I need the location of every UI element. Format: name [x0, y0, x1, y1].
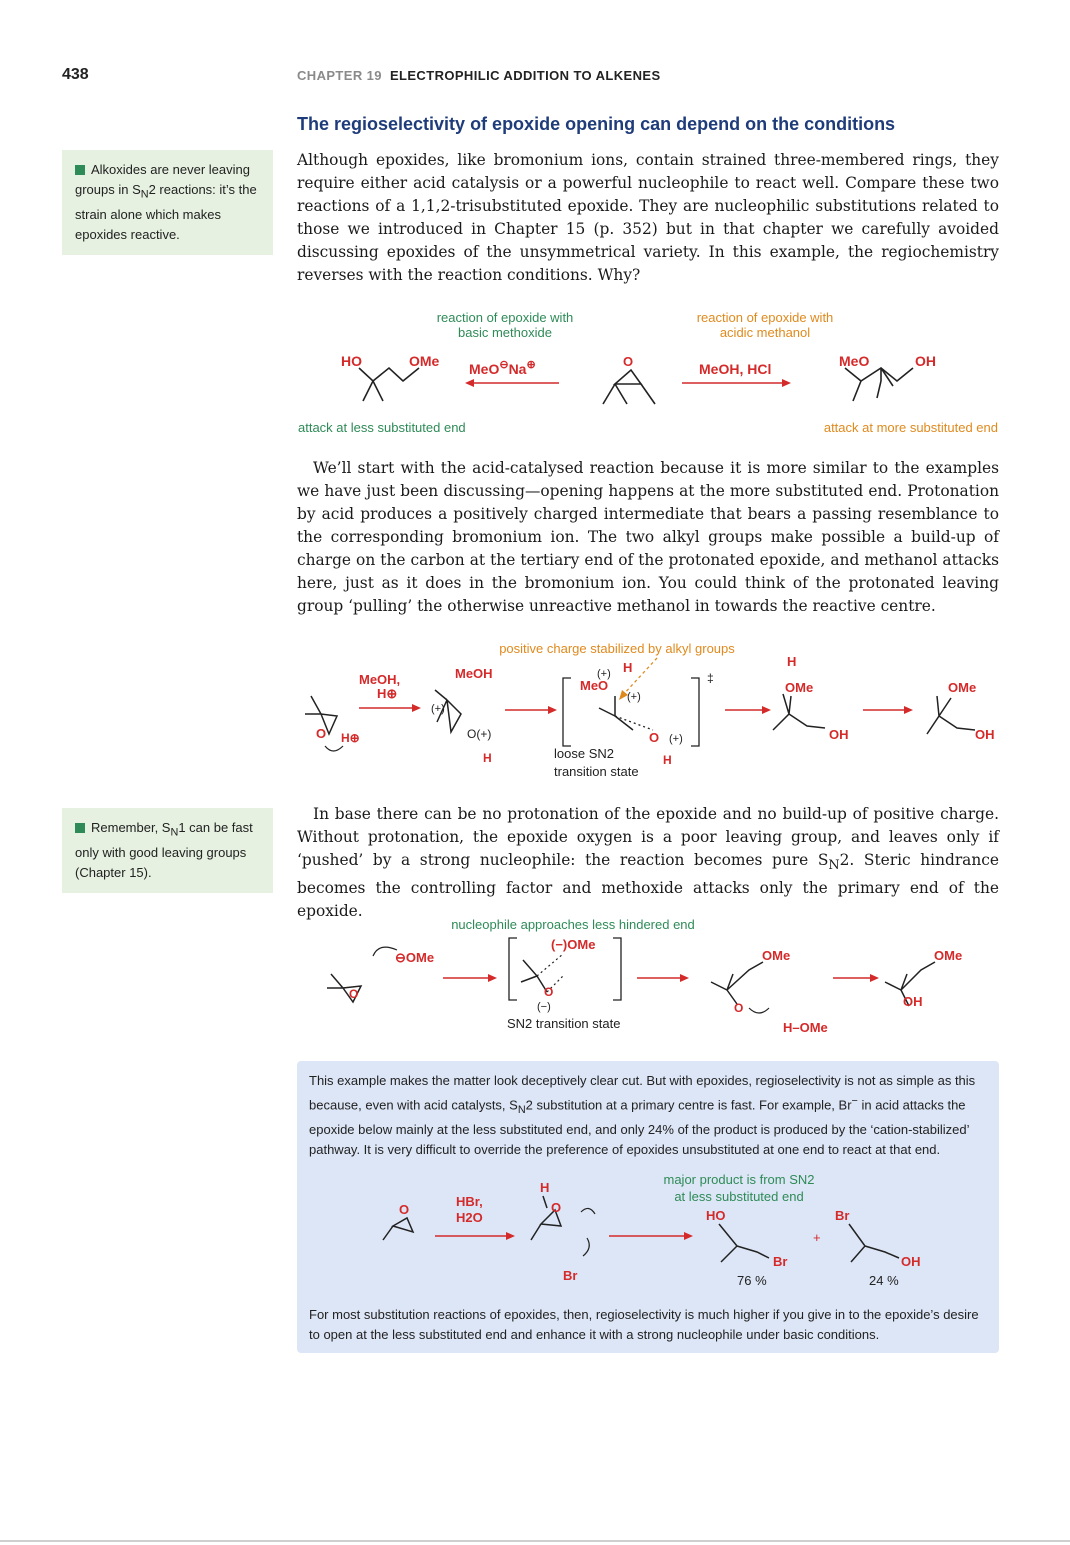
- ts-forming-bond: [537, 954, 563, 976]
- ts-partial-bond: [615, 716, 653, 730]
- proton-h-label: H: [483, 751, 492, 765]
- alkoxide-skeleton: [711, 962, 763, 1004]
- methanol-label: H–OMe: [783, 1020, 828, 1035]
- major-br-label: Br: [773, 1254, 788, 1269]
- methoxide-label: ⊖OMe: [395, 950, 435, 965]
- ts-partial-positive-top: (+): [597, 668, 611, 680]
- final-oh-label: OH: [975, 727, 995, 742]
- caption-less-substituted: attack at less substituted end: [298, 420, 466, 435]
- arrowhead-icon: [684, 1232, 693, 1240]
- epoxide-skeleton: [603, 370, 655, 404]
- oxonium-skeleton: [773, 694, 825, 730]
- minor-product-skeleton: [849, 1224, 899, 1262]
- note-less-hindered: nucleophile approaches less hindered end: [451, 917, 695, 932]
- oh-label: OH: [915, 353, 936, 369]
- product-basic-skeleton: [359, 368, 419, 401]
- ts-caption: SN2 transition state: [507, 1016, 621, 1031]
- meo-label: MeO: [839, 353, 870, 369]
- oxonium-o-label: O: [551, 1200, 562, 1215]
- sidenote-text: Remember, $S_N1$ can be fast only with good leaving groups (Chapter 15).: [75, 820, 253, 880]
- paragraph-text: Although epoxides, like bromonium ions, contain strained three-membered rings, they require either acid catalysis or a powerful nucleophile to react well. Compare these two reactions of a 1,1,2-trisubstituted epoxide. They are nucleophilic substitutions related to those we introduced in Chapter 15 (p. 352) but in that chapter we carefully avoided discussing epoxides of the unsymmetrical variety. In this example, the regiochemistry reverses with the reaction conditions. Why?: [297, 151, 999, 284]
- label-basic-line1: reaction of epoxide with: [436, 310, 574, 325]
- bullet-square-icon: [75, 823, 85, 833]
- ts-o-label: O: [544, 985, 554, 999]
- major-ho-label: HO: [706, 1208, 726, 1223]
- chapter-label: CHAPTER 19: [297, 68, 382, 83]
- ts-nucleophile-label: (−)OMe: [551, 937, 596, 952]
- final-ome-label: OMe: [948, 680, 977, 695]
- arrowhead-icon: [762, 706, 771, 714]
- curly-arrow-icon: [749, 1008, 769, 1013]
- partial-positive: (+): [431, 703, 445, 715]
- reagent-hbr: HBr,: [456, 1194, 483, 1209]
- ts-o-label: O: [649, 730, 660, 745]
- running-head: [297, 68, 661, 83]
- bullet-square-icon: [75, 165, 85, 175]
- reagent-water: H2O: [456, 1210, 483, 1225]
- arrowhead-icon: [870, 974, 879, 982]
- paragraph-text: In base there can be no protonation of the epoxide and no build-up of positive charge. Without protonation, the epoxide oxygen is a poor leaving group, and leaves only if ‘pushed’ by a strong nucleophile: the reaction becomes pure $S_N2$. Steric hindrance becomes the controlling factor and methoxide attacks only the primary end of the epoxide.: [297, 805, 1000, 921]
- ts-bracket-right: [691, 678, 699, 746]
- plus-sign: +: [813, 1230, 821, 1245]
- minor-yield: 24 %: [869, 1273, 899, 1288]
- minor-br-label: Br: [835, 1208, 850, 1223]
- oxonium-oh-label: OH: [829, 727, 849, 742]
- product-ome-label: OMe: [934, 948, 963, 963]
- paragraph-base: [297, 803, 999, 923]
- aside-paragraph-1: [309, 1071, 989, 1160]
- arrowhead-icon: [904, 706, 913, 714]
- ts-partial-positive-o: (+): [669, 733, 683, 745]
- curly-arrow-icon: [373, 947, 397, 956]
- oxonium-ome-label: OMe: [785, 680, 814, 695]
- minor-oh-label: OH: [901, 1254, 921, 1269]
- arrowhead-icon: [465, 379, 474, 387]
- ts-caption-line2: transition state: [554, 764, 639, 779]
- page-bottom-rule: [0, 1540, 1070, 1542]
- aside-paragraph-2: [309, 1305, 989, 1345]
- major-product-skeleton: [719, 1224, 769, 1262]
- caption-more-substituted: attack at more substituted end: [823, 420, 998, 435]
- reagent-h-plus: H⊕: [377, 686, 398, 701]
- ts-bracket-left: [563, 678, 571, 746]
- scheme-hbr-opening: [297, 1168, 999, 1293]
- aside-text: This example makes the matter look deceptively clear cut. But with epoxides, regioselectivity is not as simple as this because, even with acid catalysts, $S_N2$ substitution at a primary centre is fast. For example, Br− in acid attacks the epoxide below mainly at the less substituted end, and only 24% of the product is produced by the ‘cation-stabilized’ pathway. It is very difficult to override the preference of epoxides unsubstituted at one end to react at that end.: [309, 1073, 976, 1157]
- ts-bracket-right: [613, 938, 621, 1000]
- arrowhead-icon: [782, 379, 791, 387]
- label-acidic-line2: acidic methanol: [719, 325, 811, 340]
- product-oh-label: OH: [903, 994, 923, 1009]
- curly-arrow-icon: [581, 1208, 595, 1214]
- label-basic-line2: basic methoxide: [458, 325, 552, 340]
- sidenote-alkoxides: [62, 150, 273, 255]
- paragraph-intro: [297, 149, 999, 287]
- ts-caption-line1: loose SN2: [554, 746, 614, 761]
- label-acidic-line1: reaction of epoxide with: [696, 310, 834, 325]
- alkoxide-ome-label: OMe: [762, 948, 791, 963]
- o-partial-positive: O(+): [467, 727, 492, 741]
- note-positive-charge: positive charge stabilized by alkyl groups: [499, 641, 735, 656]
- product-acidic-skeleton: [845, 368, 913, 401]
- proton-label: H⊕: [341, 731, 360, 745]
- paragraph-text: We’ll start with the acid-catalysed reaction because it is more similar to the examples we have just been discussing—opening happens at the more substituted end. Protonation by acid produces a positively charged intermediate that bears a passing resemblance to the corresponding bromonium ion. The two alkyl groups make possible a build-up of charge on the carbon at the tertiary end of the protonated epoxide, and methanol attacks here, just as it does in the bromonium ion. You could think of the protonated leaving group ‘pulling’ the otherwise unreactive methanol in towards the reactive centre.: [297, 459, 999, 615]
- epoxide-o-label: O: [623, 354, 634, 369]
- final-product-skeleton: [927, 696, 975, 734]
- ts-partial-positive-mid: (+): [627, 691, 641, 703]
- epoxide-o-label: O: [399, 1202, 410, 1217]
- scheme-regiochemistry: [297, 306, 999, 441]
- scheme-base-mechanism: [297, 912, 999, 1042]
- ho-label: HO: [341, 353, 362, 369]
- sidenote-text: Alkoxides are never leaving groups in $S_N2$ reactions: it’s the strain alone which makes epoxides reactive.: [75, 162, 257, 242]
- alkoxide-o-label: O: [734, 1001, 744, 1015]
- double-dagger: ‡: [707, 671, 714, 685]
- paragraph-acid-catalysed: [297, 457, 999, 618]
- arrowhead-icon: [412, 704, 421, 712]
- scheme2-svg: [297, 638, 999, 788]
- arrowhead-icon: [488, 974, 497, 982]
- ts-bracket-left: [509, 938, 517, 1000]
- ts-h-label: H: [623, 660, 633, 675]
- aside-text: For most substitution reactions of epoxides, then, regioselectivity is much higher if you give in to the epoxide’s desire to open at the less substituted end and enhance it with a strong nucleophile under basic conditions.: [309, 1307, 979, 1342]
- arrowhead-icon: [548, 706, 557, 714]
- ts-meo-label: MeO: [580, 678, 609, 693]
- note-major-line2: at less substituted end: [674, 1189, 804, 1204]
- epoxide-o-label: O: [349, 987, 359, 1001]
- arrowhead-icon: [506, 1232, 515, 1240]
- ts-partial-negative: (−): [537, 1001, 551, 1013]
- oxonium-h-label: H: [787, 654, 797, 669]
- scheme-acid-mechanism: [297, 638, 999, 788]
- oxygen-label: O: [316, 726, 327, 741]
- scheme3-svg: [297, 912, 999, 1042]
- oxonium-h-label: H: [540, 1180, 550, 1195]
- propylene-oxide-skeleton: [383, 1218, 413, 1240]
- page-number: 438: [62, 66, 89, 83]
- bromide-label: Br: [563, 1268, 578, 1283]
- chapter-title: ELECTROPHILIC ADDITION TO ALKENES: [389, 68, 661, 83]
- methanol-label: MeOH: [455, 666, 493, 681]
- sidenote-sn1: [62, 808, 273, 893]
- arrowhead-icon: [680, 974, 689, 982]
- major-yield: 76 %: [737, 1273, 767, 1288]
- ts-oh-h-label: H: [663, 753, 672, 767]
- curly-arrow-icon: [583, 1238, 589, 1256]
- ome-label: OMe: [409, 353, 440, 369]
- scheme4-svg: [297, 1168, 999, 1293]
- scheme1-svg: [297, 306, 999, 441]
- reagent-basic: MeO⊖Na⊕: [469, 359, 536, 377]
- reagent-meoh-h: MeOH,: [359, 672, 401, 687]
- reagent-acidic: MeOH, HCl: [699, 361, 772, 377]
- note-major-line1: major product is from SN2: [663, 1172, 815, 1187]
- curly-arrow-icon: [325, 746, 343, 751]
- section-heading: The regioselectivity of epoxide opening can depend on the conditions: [297, 114, 896, 134]
